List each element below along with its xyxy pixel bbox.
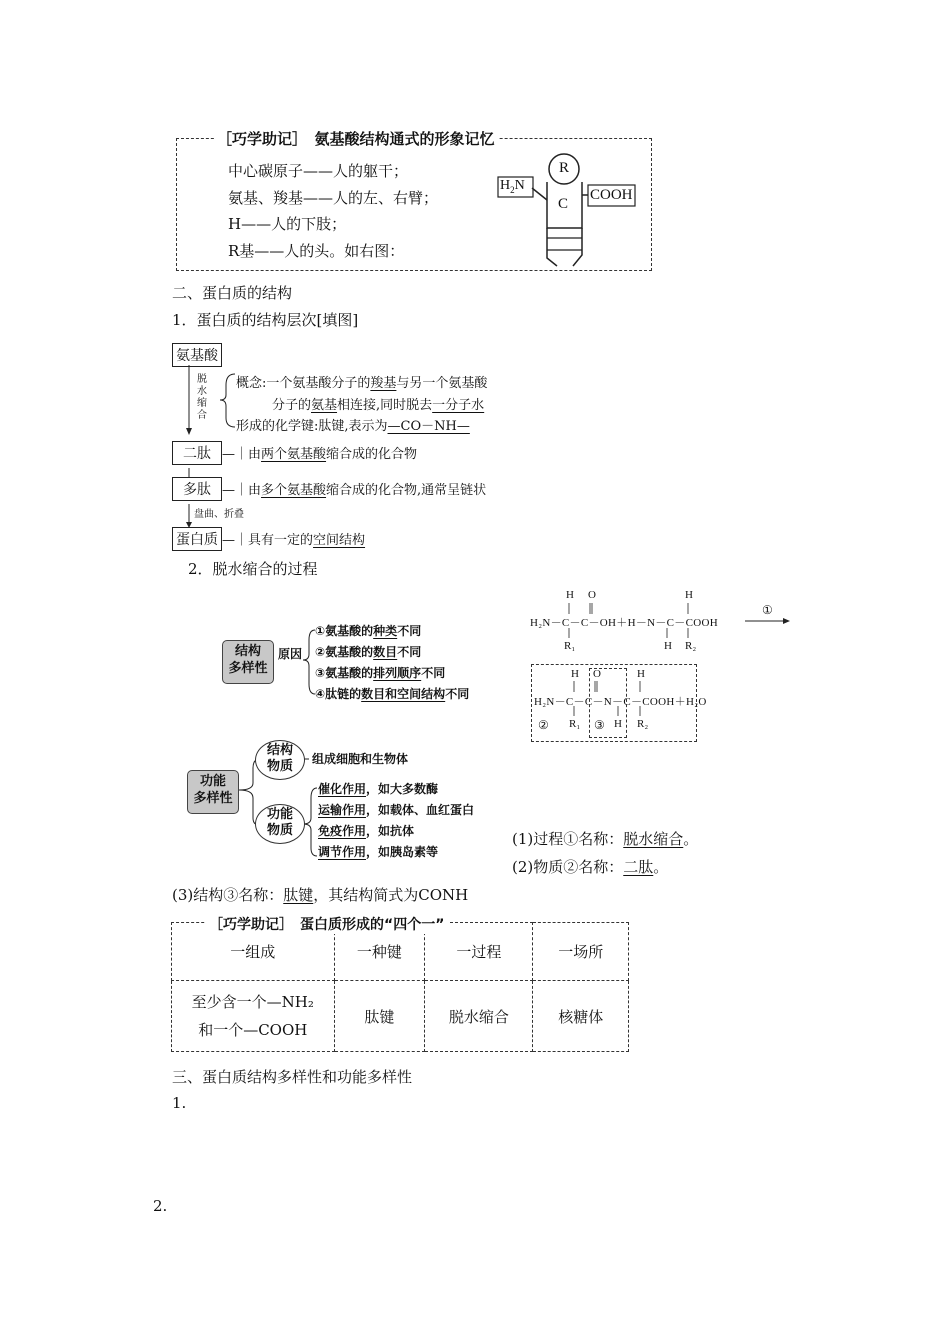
rxn-bot-mark2: ② — [538, 718, 549, 732]
four-ones-table — [171, 922, 629, 1052]
reason-1: ①氨基酸的种类不同 — [315, 624, 422, 638]
question-3: (3)结构③名称：肽键，其结构简式为CONH — [172, 886, 469, 904]
box-polypeptide: 多肽 — [172, 477, 222, 501]
rxn-bot-R2: R₂ — [637, 718, 649, 730]
item-number-1: 1. — [172, 1094, 187, 1112]
reason-3: ③氨基酸的排列顺序不同 — [315, 666, 446, 680]
bond-line: 形成的化学键:肽键,表示为—CO－NH— — [236, 419, 470, 434]
table-cell-bond: 肽键 — [334, 981, 425, 1052]
struct-material-desc: 组成细胞和生物体 — [312, 752, 409, 766]
rxn-top-R1: R₁ — [564, 640, 576, 652]
rxn-top-H-bottom: H — [664, 640, 672, 652]
rxn-top-arrow-label: ① — [762, 603, 773, 617]
tip-line-1: 中心碳原子——人的躯干； — [228, 162, 409, 180]
section-title-protein-structure: 二、蛋白质的结构 — [172, 284, 293, 302]
rxn-top-H-right: H — [685, 589, 693, 601]
item-number-2: 2. — [153, 1197, 168, 1215]
table-header-process: 一过程 — [425, 923, 533, 981]
rxn-bot-H3: H — [614, 718, 622, 730]
func-item-1: 催化作用，如大多数酶 — [318, 782, 439, 796]
figure-right-arm-label: COOH — [590, 187, 633, 203]
dehydration-vertical-label: 脱 水 缩 合 — [197, 374, 207, 421]
rxn-top-main: H₂N－C－C－OH＋H－N－C－COOH — [530, 617, 718, 629]
rxn-top-H-left: H — [566, 589, 574, 601]
rxn-bot-R1: R₁ — [569, 718, 581, 730]
item-title-hierarchy: 1．蛋白质的结构层次[填图] — [172, 311, 359, 329]
func-item-4: 调节作用，如胰岛素等 — [318, 845, 439, 859]
table-cell-process: 脱水缩合 — [425, 981, 533, 1052]
reason-label: 原因 — [278, 647, 303, 661]
tip-line-3: H——人的下肢； — [228, 215, 347, 233]
item-title-dehydration: 2．脱水缩合的过程 — [188, 560, 318, 578]
rxn-bot-H1: H — [571, 668, 579, 680]
concept-line-1: 概念:一个氨基酸分子的羧基与另一个氨基酸 — [236, 376, 488, 391]
table-header-composition: 一组成 — [172, 923, 335, 981]
box-structural-diversity: 结构 多样性 — [222, 640, 274, 684]
func-item-2: 运输作用，如载体、血红蛋白 — [318, 803, 475, 817]
fold-label: 盘曲、折叠 — [194, 509, 244, 520]
box-functional-diversity: 功能 多样性 — [187, 770, 239, 814]
func-item-3: 免疫作用，如抗体 — [318, 824, 415, 838]
figure-body-label: C — [558, 196, 569, 212]
tip2-header: ［巧学助记］ 蛋白质形成的“四个一” — [205, 914, 448, 934]
question-1: (1)过程①名称：脱水缩合。 — [512, 830, 699, 848]
table-header-bond: 一种键 — [334, 923, 425, 981]
reason-2: ②氨基酸的数目不同 — [315, 645, 422, 659]
rxn-bot-mark3: ③ — [594, 718, 605, 732]
table-cell-composition: 至少含一个—NH₂ 和一个—COOH — [172, 981, 335, 1052]
tip-line-2: 氨基、羧基——人的左、右臂； — [228, 189, 439, 207]
table-cell-site: 核糖体 — [533, 981, 629, 1052]
dipeptide-desc: —｜由两个氨基酸缩合成的化合物 — [222, 447, 418, 462]
box-dipeptide: 二肽 — [172, 441, 222, 465]
ellipse-structural-material: 结构 物质 — [255, 740, 305, 780]
protein-desc: —｜具有一定的空间结构 — [222, 533, 366, 548]
box-amino-acid: 氨基酸 — [172, 343, 222, 367]
rxn-bot-O: O — [593, 668, 601, 680]
polypeptide-desc: —｜由多个氨基酸缩合成的化合物,通常呈链状 — [222, 483, 487, 498]
tip-line-4: R基——人的头。如右图： — [228, 242, 405, 260]
figure-head-label: R — [559, 160, 570, 176]
rxn-top-R2: R₂ — [685, 640, 697, 652]
ellipse-functional-material: 功能 物质 — [255, 804, 305, 844]
reason-4: ④肽链的数目和空间结构不同 — [315, 687, 470, 701]
box-protein: 蛋白质 — [172, 527, 222, 551]
tip-header: ［巧学助记］ 氨基酸结构通式的形象记忆 — [214, 128, 498, 149]
rxn-top-O: O — [588, 589, 596, 601]
table-header-site: 一场所 — [533, 923, 629, 981]
figure-left-arm-label: $H_2N$ — [500, 178, 525, 195]
question-2: (2)物质②名称：二肽。 — [512, 858, 669, 876]
concept-line-2: 分子的氨基相连接,同时脱去一分子水 — [272, 398, 485, 413]
rxn-bot-H2: H — [637, 668, 645, 680]
rxn-bot-main: H₂N－C－C－N－C－COOH＋H₂O — [534, 696, 707, 708]
section-title-diversity: 三、蛋白质结构多样性和功能多样性 — [172, 1068, 413, 1086]
